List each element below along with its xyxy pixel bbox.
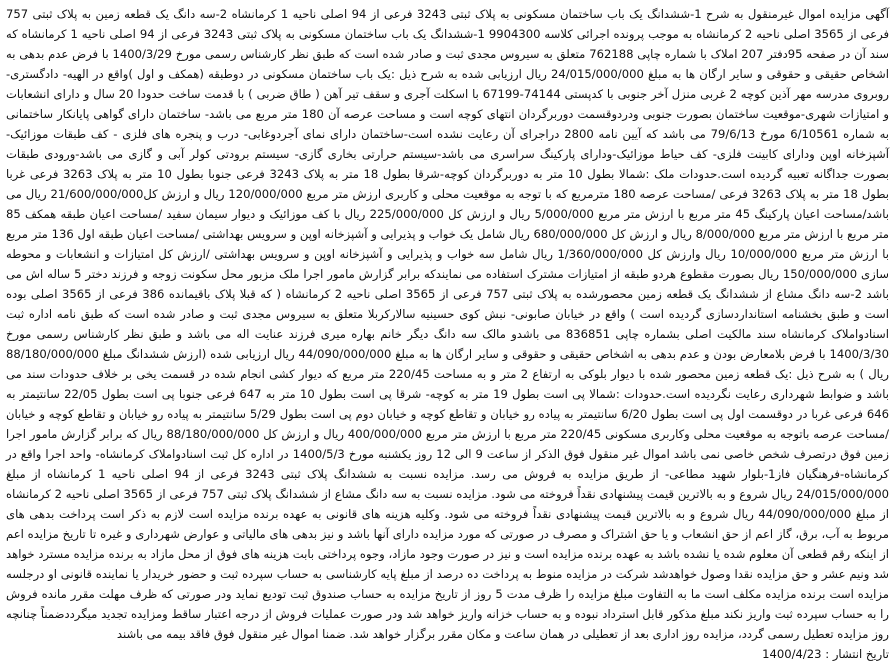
notice-body: آگهی مزایده اموال غیرمنقول به شرح 1-ششدانگ یک باب ساختمان مسکونی به پلاک ثبتی 3243 فرعی از 94 اصلی ناحیه 1 کرمانشاه 2-سه دانگ یک قطعه زمین به پلاک ثبتی 757 فرعی از 3565 اصلی ناحیه 2 کرمانشاه به موجب پرونده اجرائی کلاسه 9904300 1-ششدانگ یک باب ساختمان مسکونی به پلاک ثبتی 3243 فرعی از 94 اصلی ناحیه 1 کرمانشاه که سند آن در صفحه 95دفتر 207 املاک با شماره چاپی 762188 متعلق به سیروس مجدی ثبت و صادر شده است که طبق نظر کارشناس رسمی مورخ 1400/3/29 با فرض عدم بدهی به اشخاص حقیقی و حقوقی و سایر ارگان ها به مبلغ 24/015/000/000 ریال ارزیابی شده به شرح ذیل :یک باب ساختمان مسکونی در دوطبقه (همکف و اول )واقع در الهیه- دادگستری- روبروی مدرسه مهر آذین کوچه 2 غربی منزل آخر جنوبی با کدپستی 74144-67199 با اسکلت آجری و سقف تیر آهن ( طاق ضربی ) با قدمت ساخت حدودا 20 سال و دارای انشعابات و امتیازات شهری-موقعیت ساختمان بصورت جنوبی ودردوقسمت دوربرگردان انتهای کوچه است و مساحت عرصه آن 180 متر مربع می باشد- ساختمان دارای گواهی پایانکار ساختمانی به شماره 6/10561 مورخ 79/6/13 می باشد که آیین نامه 2800 دراجرای آن رعایت نشده است-ساختمان دارای نمای آجردوغابی- درب و پنجره های فلزی - کف طبقات موزائیک- آشپزخانه اوپن ودارای کابینت فلزی- کف حیاط موزائیک-ودارای پارکینگ سراسری می باشد-سیستم حرارتی بخاری گازی- سیستم برودتی کولر آبی و گازی می باشد-ورودی طبقات بصورت جداگانه تعبیه گردیده است.حدودات ملک :شمالا بطول 10 متر به دوربرگردان کوچه-شرقا بطول 18 متر به پلاک 3243 فرعی جنوبا بطول 10 متر به پلاک 3263 فرعی غربا بطول 18 متر به پلاک 3263 فرعی /مساحت عرصه 180 مترمربع که با توجه به موقعیت محلی و کاربری ارزش متر مربع 120/000/000 ریال و ارزش کل21/600/000/000 ریال می باشد/مساحت اعیان پارکینگ 45 متر مربع با ارزش متر مربع 5/000/000 ریال و ارزش کل 225/000/000 ریال با کف موزائیک و دیوار سیمان سفید /مساحت اعیان طبقه همکف 85 متر مربع با ارزش متر مربع 8/000/000 ریال و ارزش کل 680/000/000 ریال شامل یک خواب و پذیرایی و آشپزخانه اوپن و سرویس بهداشتی /مساحت اعیان طبقه اول 136 متر مربع با ارزش متر مربع 10/000/000 ریال وارزش کل 1/360/000/000 ریال شامل سه خواب و پذیرایی و آشپزخانه اوپن و سرویس بهداشتی /ارزش کل امتیازات و انشعابات و محوطه سازی 150/000/000 ریال بصورت مقطوع هردو طبقه از امتیازات مشترک استفاده می نمایندکه برابر گزارش مامور اجرا ملک مزبور محل سکونت زوجه و فرزند دختر 5 ساله اش می باشد 2-سه دانگ مشاع از ششدانگ یک قطعه زمین محصورشده به پلاک ثبتی 757 فرعی از 3565 اصلی ناحیه 2 کرمانشاه ( که قبلا پلاک باقیمانده 386 فرعی از 3565 اصلی بوده است و طبق بخشنامه استانداردسازی گردیده است ) واقع در خیابان صابونی- نبش کوی حسینیه سالارکربلا متعلق به سیروس مجدی ثبت و صادر شده است که طبق نامه اداره ثبت اسنادواملاک کرمانشاه سند مالکیت اصلی بشماره چاپی 836851 می باشدو مالک سه دانگ دیگر خانم بهاره میری فرزند عنایت اله می باشد و طبق نظر کارشناس رسمی مورخ 1400/3/30 با فرض بلامعارض بودن و عدم بدهی به اشخاص حقیقی و حقوقی و سایر ارگان ها به مبلغ 44/090/000/000 ریال ارزیابی شده (ارزش ششدانگ مبلغ 88/180/000/000 ریال ) به شرح ذیل :یک قطعه زمین محصور شده با دیوار بلوکی به ارتفاع 2 متر و به مساحت 220/45 متر مربع که دیوار کشی انجام شده در قسمت یخی بر خلاف حدودات سند می باشد و ضوابط شهرداری رعایت نگردیده است.حدودات :شمالا پی است بطول 19 متر به کوچه- شرقا پی است بطول 10 متر به 647 فرعی جنوبا پی است بطول 22/05 سانتیمتر به 646 فرعی غربا در دوقسمت اول پی است بطول 6/20 سانتیمتر به پیاده رو خیابان و تقاطع کوچه و خیابان دوم پی است بطول 5/29 سانتیمتر به پیاده رو خیابان و تقاطع کوچه و خیابان /مساحت عرصه باتوجه به موقعیت محلی وکاربری مسکونی 220/45 متر مربع با ارزش متر مربع 400/000/000 ریال و ارزش کل 88/180/000/000 ریال که برابر گزارش مامور اجرا زمین فوق درتصرف شخص خاصی نمی باشد اموال غیر منقول فوق الذکر از ساعت 9 الی 12 روز یکشنبه مورخ 1400/5/3 در اداره کل ثبت اسنادواملاک کرمانشاه- واحد اجرا واقع در کرمانشاه-فرهنگیان فاز1-بلوار شهید مطاعی- از طریق مزایده به فروش می رسد. مزایده نسبت به ششدانگ پلاک ثبتی 3243 فرعی از 94 اصلی ناحیه 1 کرمانشاه از مبلغ 24/015/000/000 ریال شروع و به بالاترین قیمت پیشنهادی نقداً فروخته می شود. مزایده نسبت به سه دانگ مشاع از ششدانگ پلاک ثبتی 757 فرعی از 3565 اصلی ناحیه 2 کرمانشاه از مبلغ 44/090/000/000 ریال شروع و به بالاترین قیمت پیشنهادی نقداً فروخته می شود. وکلیه هزینه های قانونی به عهده برنده مزایده است لازم به ذکر است پرداخت بدهی های مربوط به آب، برق، گاز اعم از حق انشعاب و یا حق اشتراک و مصرف در صورتی که مورد مزایده دارای آنها باشد و نیز بدهی های مالیاتی و عوارض شهرداری و غیره تا تاریخ مزایده اعم از اینکه رقم قطعی آن معلوم شده یا نشده باشد به عهده برنده مزایده است و نیز در صورت وجود مازاد، وجوه پرداختی بابت هزینه های فوق از محل مازاد به برنده مزایده مسترد خواهد شد ونیم عشر و حق مزایده نقدا وصول خواهدشد شرکت در مزایده منوط به پرداخت ده درصد از مبلغ پایه کارشناسی به حساب سپرده ثبت و حضور خریدار یا نماینده قانونی او درجلسه مزایده است برنده مزایده مکلف است ما به التفاوت مبلغ مزایده را ظرف مدت 5 روز از تاریخ مزایده به حساب صندوق ثبت توديع نمايد ودر صورتی که ظرف مهلت مقرر مانده فروش را به حساب سپرده ثبت واریز نکند مبلغ مذکور قابل استرداد نبوده و به حساب خزانه واریز خواهد شد ودر صورت عملیات فروش از درجه اعتبار ساقط ومزایده تجدید میگرددضمناً چنانچه روز مزایده تعطیل رسمی گردد، مزایده روز اداری بعد از تعطیلی در همان ساعت و مکان مقرر برگزار خواهد شد. ضمنا اموال غیر منقول فوق فاقد بیمه می باشند <box>6 7 890 641</box>
publication-date: تاریخ انتشار : 1400/4/23 <box>762 647 889 661</box>
